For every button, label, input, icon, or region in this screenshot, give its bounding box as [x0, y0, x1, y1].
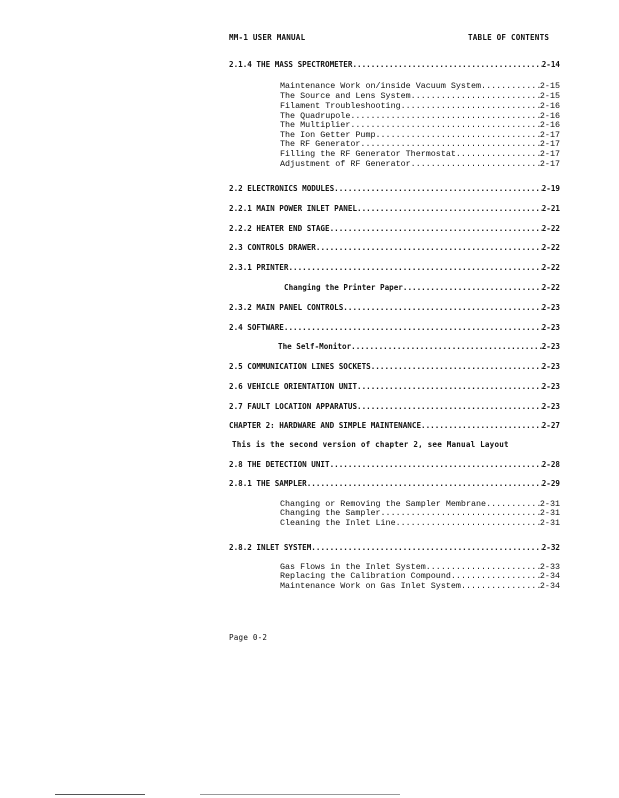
toc-entry-label: 2.3 CONTROLS DRAWER — [229, 243, 316, 252]
toc-entry-page: 2-16 — [539, 111, 560, 121]
toc-entry-page: 2-29 — [541, 479, 560, 488]
toc-entry-page: 2-22 — [541, 283, 560, 292]
toc-entry-page: 2-21 — [541, 204, 560, 213]
toc-entry-label: Maintenance Work on Gas Inlet System — [280, 581, 461, 591]
toc-entry-label: The Self-Monitor — [278, 342, 352, 351]
toc-entry-page: 2-23 — [541, 382, 560, 391]
dot-leader — [330, 460, 542, 470]
toc-entry-page: 2-15 — [539, 91, 560, 101]
toc-entry-label: Gas Flows in the Inlet System — [280, 562, 426, 572]
toc-entry — [229, 421, 560, 431]
toc-entry — [229, 362, 560, 372]
toc-entry-label: 2.3.1 PRINTER — [229, 263, 289, 272]
toc-entry-label: Filament Troubleshooting — [280, 101, 401, 111]
toc-entry-label: Cleaning the Inlet Line — [280, 518, 396, 528]
dot-leader — [401, 102, 540, 112]
dot-leader — [451, 572, 540, 582]
toc-entry-page: 2-32 — [541, 543, 560, 552]
dot-leader — [311, 543, 541, 553]
toc-entry-label: Replacing the Calibration Compound — [280, 571, 451, 581]
toc-entry-label: The RF Generator — [280, 139, 361, 149]
toc-entry-page: 2-17 — [539, 139, 560, 149]
toc-entry — [229, 402, 560, 412]
toc-entry-page: 2-15 — [539, 81, 560, 91]
toc-entry-label: Changing or Removing the Sampler Membrane — [280, 499, 487, 509]
toc-entry-page: 2-23 — [541, 323, 560, 332]
toc-entry — [229, 460, 560, 470]
dot-leader — [288, 263, 541, 273]
toc-entry-label: Maintenance Work on/inside Vacuum System — [280, 81, 482, 91]
toc-entry-label: 2.8.1 THE SAMPLER — [229, 479, 307, 488]
toc-entry-page: 2-31 — [539, 508, 560, 518]
toc-entry — [229, 479, 560, 489]
toc-entry-label: 2.2.1 MAIN POWER INLET PANEL — [229, 204, 358, 213]
toc-entry — [229, 60, 560, 70]
toc-entry-page: 2-17 — [539, 130, 560, 140]
toc-entry — [229, 543, 560, 553]
toc-entry-label: 2.8.2 INLET SYSTEM — [229, 543, 312, 552]
toc-entry-label: 2.3.2 MAIN PANEL CONTROLS — [229, 303, 344, 312]
toc-entry-label: 2.7 FAULT LOCATION APPARATUS — [229, 402, 358, 411]
dot-leader — [411, 160, 540, 170]
toc-entry — [284, 283, 560, 293]
toc-entry — [229, 204, 560, 214]
toc-entry-label: The Multiplier — [280, 120, 351, 130]
toc-entry-page: 2-17 — [539, 159, 560, 169]
dot-leader — [284, 323, 542, 333]
header-right: TABLE OF CONTENTS — [468, 33, 550, 42]
dot-leader — [381, 509, 540, 519]
toc-entry-label: The Ion Getter Pump — [280, 130, 376, 140]
toc-entry-page: 2-33 — [539, 562, 560, 572]
toc-entry-label: Changing the Printer Paper — [284, 283, 403, 292]
dot-leader — [411, 92, 540, 102]
dot-leader — [396, 519, 540, 529]
dot-leader — [307, 479, 542, 489]
toc-entry-label: 2.8 THE DETECTION UNIT — [229, 460, 330, 469]
toc-entry-label: Filling the RF Generator Thermostat — [280, 149, 456, 159]
toc-entry-page: 2-34 — [539, 571, 560, 581]
toc-entry — [229, 224, 560, 234]
toc-entry-page: 2-16 — [539, 101, 560, 111]
toc-entry-label: Changing the Sampler — [280, 508, 381, 518]
toc-entry — [229, 382, 560, 392]
toc-entry-label: 2.5 COMMUNICATION LINES SOCKETS — [229, 362, 371, 371]
dot-leader — [403, 283, 542, 293]
toc-entry-page: 2-22 — [541, 224, 560, 233]
toc-entry — [280, 582, 560, 592]
toc-entry — [229, 184, 560, 194]
dot-leader — [334, 184, 542, 194]
toc-entry — [280, 160, 560, 170]
dot-leader — [350, 121, 540, 131]
toc-entry-label: 2.6 VEHICLE ORIENTATION UNIT — [229, 382, 358, 391]
toc-entry-label: The Source and Lens System — [280, 91, 411, 101]
dot-leader — [343, 303, 541, 313]
dot-leader — [421, 421, 542, 431]
toc-entry-label: 2.1.4 THE MASS SPECTROMETER — [229, 60, 353, 69]
dot-leader — [481, 82, 540, 92]
toc-entry-page: 2-23 — [541, 402, 560, 411]
toc-entry-label: CHAPTER 2: HARDWARE AND SIMPLE MAINTENANCE — [229, 421, 422, 430]
toc-entry-page: 2-17 — [539, 149, 560, 159]
toc-entry — [229, 263, 560, 273]
dot-leader — [352, 60, 541, 70]
toc-entry-label: 2.4 SOFTWARE — [229, 323, 284, 332]
toc-entry-label: The Quadrupole — [280, 111, 351, 121]
toc-entry — [229, 303, 560, 313]
page-number: Page 0-2 — [229, 633, 268, 642]
toc-entry-label: Adjustment of RF Generator — [280, 159, 411, 169]
toc-entry — [278, 342, 560, 352]
dot-leader — [371, 362, 542, 372]
toc-entry-page: 2-22 — [541, 263, 560, 272]
toc-entry-page: 2-22 — [541, 243, 560, 252]
toc-entry-page: 2-23 — [541, 362, 560, 371]
toc-entry-page: 2-16 — [539, 120, 560, 130]
toc-entry-label: 2.2 ELECTRONICS MODULES — [229, 184, 335, 193]
toc-entry-page: 2-23 — [541, 303, 560, 312]
toc-entry-page: 2-19 — [541, 184, 560, 193]
dot-leader — [461, 582, 540, 592]
toc-entry-page: 2-27 — [541, 421, 560, 430]
toc-entry-label: 2.2.2 HEATER END STAGE — [229, 224, 330, 233]
dot-leader — [357, 382, 542, 392]
dot-leader — [357, 204, 542, 214]
toc-entry-page: 2-28 — [541, 460, 560, 469]
dot-leader — [351, 342, 542, 352]
dot-leader — [330, 224, 542, 234]
toc-entry — [280, 519, 560, 529]
toc-entry — [229, 243, 560, 253]
chapter-note: This is the second version of chapter 2, see Manual Layout — [232, 440, 509, 449]
toc-entry-page: 2-31 — [539, 499, 560, 509]
toc-entry — [229, 323, 560, 333]
dot-leader — [456, 150, 540, 160]
header-left: MM-1 USER MANUAL — [229, 33, 306, 42]
toc-entry-page: 2-23 — [541, 342, 560, 351]
toc-entry-page: 2-34 — [539, 581, 560, 591]
toc-entry-page: 2-14 — [541, 60, 560, 69]
toc-entry-page: 2-31 — [539, 518, 560, 528]
scan-edge-line — [55, 794, 145, 795]
scan-edge-line — [200, 794, 400, 795]
dot-leader — [316, 243, 542, 253]
dot-leader — [357, 402, 542, 412]
